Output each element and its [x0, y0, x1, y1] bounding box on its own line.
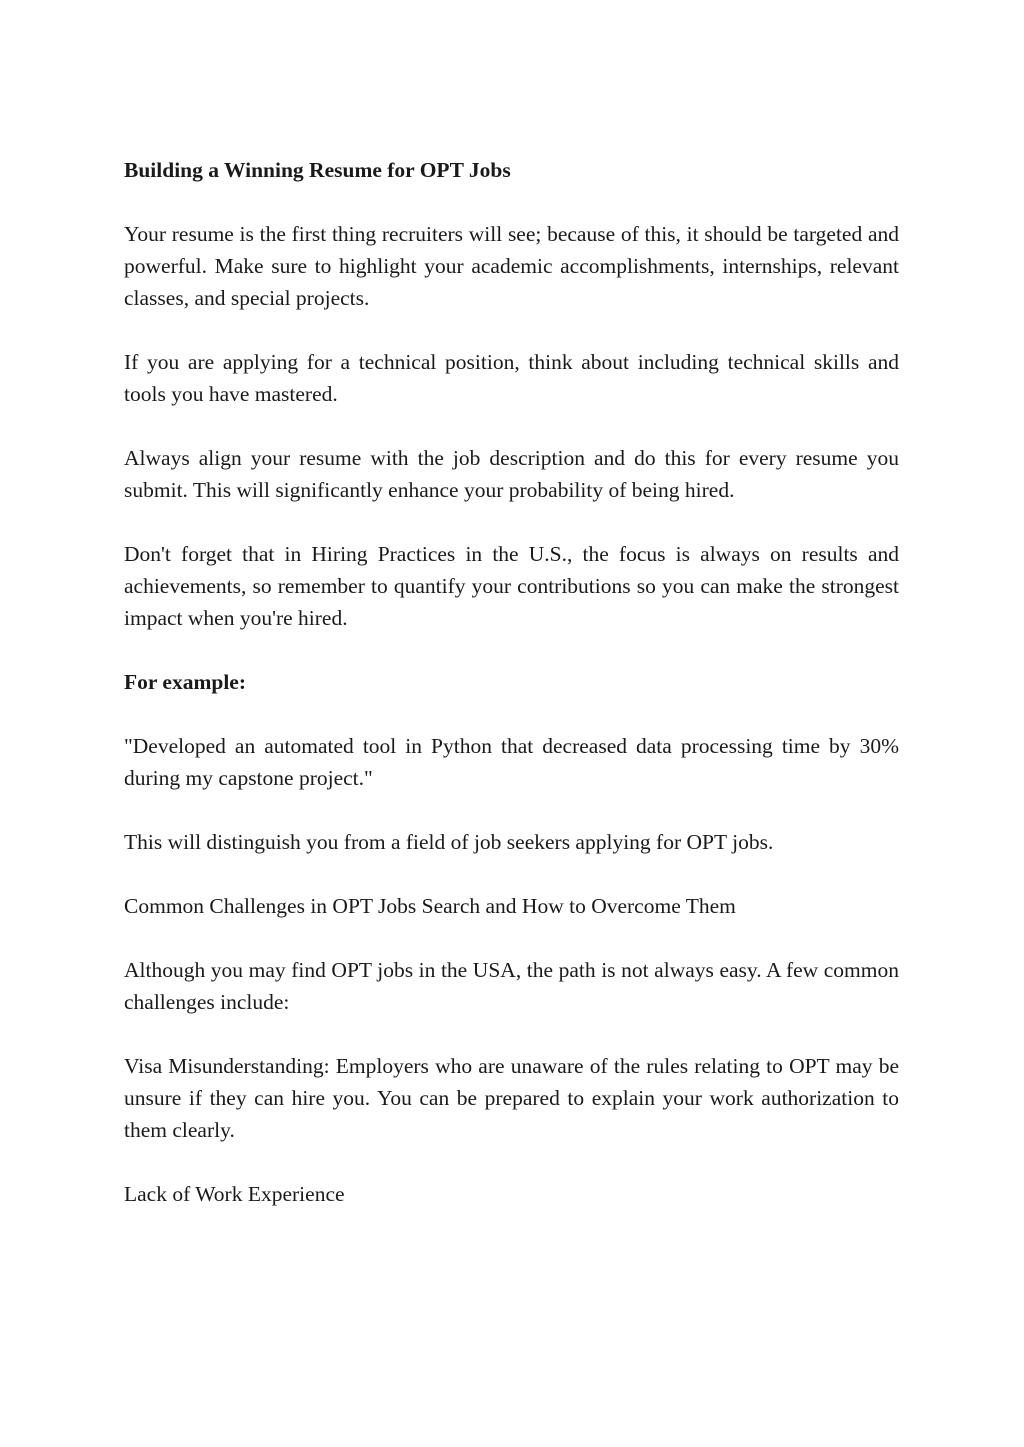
- paragraph-visa: Visa Misunderstanding: Employers who are unaware of the rules relating to OPT may be unsure if they can hire you. You can be prepared to explain your work authorization to them clearly.: [124, 1054, 899, 1142]
- section-title: Building a Winning Resume for OPT Jobs: [124, 158, 511, 182]
- paragraph-distinguish: This will distinguish you from a field of job seekers applying for OPT jobs.: [124, 830, 774, 854]
- challenges-heading: Common Challenges in OPT Jobs Search and How to Overcome Them: [124, 894, 736, 918]
- paragraph-intro: Your resume is the first thing recruiters will see; because of this, it should be targeted and powerful. Make sure to highlight your academic accomplishments, internships, relevant classes, and special projects.: [124, 222, 899, 310]
- paragraph-results: Don't forget that in Hiring Practices in the U.S., the focus is always on results and achievements, so remember to quantify your contributions so you can make the strongest impact when you're hired.: [124, 542, 899, 630]
- paragraph-technical: If you are applying for a technical position, think about including technical skills and tools you have mastered.: [124, 350, 899, 406]
- example-quote: "Developed an automated tool in Python that decreased data processing time by 30% during my capstone project.": [124, 734, 899, 790]
- example-heading: For example:: [124, 670, 246, 694]
- paragraph-align: Always align your resume with the job description and do this for every resume you submit. This will significantly enhance your probability of being hired.: [124, 446, 899, 502]
- paragraph-challenges-intro: Although you may find OPT jobs in the USA, the path is not always easy. A few common challenges include:: [124, 958, 899, 1014]
- work-experience-heading: Lack of Work Experience: [124, 1182, 345, 1206]
- document-body: [124, 154, 899, 1242]
